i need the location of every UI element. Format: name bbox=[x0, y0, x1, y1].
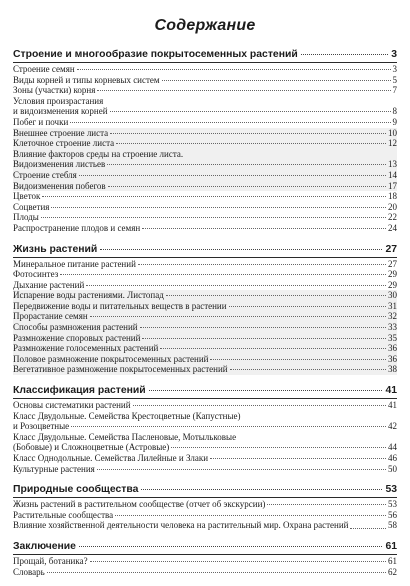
entry-page-number: 24 bbox=[388, 222, 397, 233]
entry-title: Соцветия bbox=[13, 201, 50, 212]
entry-title: (Бобовые) и Сложноцветные (Астровые) bbox=[13, 442, 170, 453]
toc-entry bbox=[13, 510, 397, 521]
leader-dots bbox=[149, 390, 383, 391]
entry-title: Минеральное питание растений bbox=[13, 258, 136, 269]
entry-title: Строение семян bbox=[13, 64, 75, 74]
section-divider bbox=[13, 257, 397, 258]
section-heading bbox=[13, 48, 397, 61]
section-title: Заключение bbox=[13, 540, 76, 552]
leader-dots bbox=[60, 274, 386, 275]
section-title: Классификация растений bbox=[13, 385, 146, 397]
leader-dots bbox=[77, 69, 391, 70]
entry-title: Распространение плодов и семян bbox=[13, 222, 141, 233]
toc-entry bbox=[13, 64, 397, 75]
entry-page-number: 36 bbox=[388, 353, 397, 364]
entry-title: Словарь bbox=[13, 566, 45, 577]
toc-entry bbox=[13, 170, 397, 181]
entry-title: Основы систематики растений bbox=[13, 400, 131, 411]
leader-dots bbox=[171, 447, 386, 448]
toc-entry bbox=[13, 364, 397, 375]
toc-entry bbox=[13, 322, 397, 333]
toc-entry bbox=[13, 343, 397, 354]
entry-page-number: 20 bbox=[388, 201, 397, 212]
toc-section bbox=[13, 48, 397, 234]
page-title: Содержание bbox=[154, 17, 256, 34]
entry-title-line: Условия произрастания bbox=[13, 95, 104, 106]
toc-section bbox=[13, 540, 397, 577]
toc-entry bbox=[13, 75, 397, 86]
toc-entry bbox=[13, 269, 397, 280]
toc-entry bbox=[13, 128, 397, 139]
entry-title: Испарение воды растениями. Листопад bbox=[13, 290, 164, 301]
entry-page-number: 41 bbox=[388, 400, 397, 411]
leader-dots bbox=[133, 405, 386, 406]
entry-page-number: 3 bbox=[392, 64, 397, 74]
leader-dots bbox=[107, 164, 386, 165]
entry-page-number: 42 bbox=[388, 421, 397, 432]
entry-page-number: 35 bbox=[388, 332, 397, 343]
leader-dots bbox=[166, 295, 386, 296]
section-title: Строение и многообразие покрытосеменных растений bbox=[13, 49, 298, 60]
entry-title: Вегетативное размножение покрытосеменных растений bbox=[13, 364, 228, 375]
entry-title: Размножение споровых растений bbox=[13, 332, 141, 343]
leader-dots bbox=[90, 561, 386, 562]
table-of-contents bbox=[13, 48, 397, 586]
entry-page-number: 56 bbox=[388, 509, 397, 520]
entry-title: Зоны (участки) корня bbox=[13, 85, 96, 96]
toc-entry bbox=[13, 411, 397, 432]
toc-entry bbox=[13, 138, 397, 149]
entry-page-number: 29 bbox=[388, 269, 397, 280]
entry-page-number: 14 bbox=[388, 169, 397, 180]
entry-title: Видоизменения листьев bbox=[13, 159, 106, 170]
entry-page-number: 12 bbox=[388, 138, 397, 149]
entry-page-number: 31 bbox=[388, 300, 397, 311]
leader-dots bbox=[42, 196, 386, 197]
leader-dots bbox=[230, 369, 386, 370]
entry-page-number: 32 bbox=[388, 311, 397, 322]
toc-entry bbox=[13, 354, 397, 365]
entry-page-number: 10 bbox=[388, 127, 397, 138]
entry-page-number: 50 bbox=[388, 463, 397, 474]
leader-dots bbox=[100, 249, 382, 250]
leader-dots bbox=[160, 348, 386, 349]
toc-entry bbox=[13, 333, 397, 344]
toc-entry bbox=[13, 464, 397, 475]
leader-dots bbox=[110, 133, 386, 134]
leader-dots bbox=[116, 143, 386, 144]
section-page-number: 41 bbox=[385, 385, 397, 397]
toc-entry bbox=[13, 290, 397, 301]
toc-entry bbox=[13, 191, 397, 202]
entry-page-number: 58 bbox=[388, 520, 397, 531]
entry-page-number: 53 bbox=[388, 499, 397, 510]
leader-dots bbox=[140, 327, 386, 328]
section-title: Природные сообщества bbox=[13, 484, 139, 496]
entry-page-number: 13 bbox=[388, 159, 397, 170]
entry-title: Видоизменения побегов bbox=[13, 180, 106, 191]
toc-entry bbox=[13, 212, 397, 223]
leader-dots bbox=[229, 306, 386, 307]
leader-dots bbox=[142, 228, 386, 229]
leader-dots bbox=[301, 54, 388, 55]
toc-entry bbox=[13, 202, 397, 213]
section-page-number: 3 bbox=[391, 49, 397, 60]
entry-title: Фотосинтез bbox=[13, 269, 59, 280]
entry-title: Строение стебля bbox=[13, 169, 77, 180]
toc-entry bbox=[13, 311, 397, 322]
entry-title: Клеточное строение листа bbox=[13, 138, 115, 149]
leader-dots bbox=[267, 504, 386, 505]
leader-dots bbox=[210, 458, 386, 459]
section-title: Жизнь растений bbox=[13, 243, 98, 255]
entry-page-number: 5 bbox=[392, 74, 397, 85]
entry-title: Цветок bbox=[13, 191, 41, 202]
entry-title: Виды корней и типы корневых систем bbox=[13, 74, 160, 85]
leader-dots bbox=[79, 175, 386, 176]
leader-dots bbox=[86, 285, 386, 286]
entry-title: Класс Однодольные. Семейства Лилейные и Злаки bbox=[13, 453, 209, 463]
entry-title: Прощай, ботаника? bbox=[13, 555, 88, 566]
toc-entry bbox=[13, 259, 397, 270]
leader-dots bbox=[141, 489, 382, 490]
entry-title: Способы размножения растений bbox=[13, 322, 138, 333]
toc-entry bbox=[13, 96, 397, 117]
section-heading bbox=[13, 540, 397, 553]
entry-title: Дыхание растений bbox=[13, 279, 85, 290]
entry-title: Влияние хозяйственной деятельности человека на растительный мир. Охрана растений bbox=[13, 520, 349, 531]
leader-dots bbox=[110, 111, 391, 112]
toc-entry bbox=[13, 181, 397, 192]
toc-section bbox=[13, 384, 397, 474]
section-divider bbox=[13, 62, 397, 63]
entry-page-number: 61 bbox=[388, 555, 397, 566]
entry-page-number: 7 bbox=[392, 85, 397, 96]
toc-entry bbox=[13, 556, 397, 567]
toc-entry bbox=[13, 280, 397, 291]
entry-page-number: 30 bbox=[388, 290, 397, 301]
entry-page-number: 33 bbox=[388, 322, 397, 333]
entry-title: Передвижение воды и питательных веществ в растении bbox=[13, 300, 227, 311]
toc-entry bbox=[13, 499, 397, 510]
toc-entry bbox=[13, 301, 397, 312]
entry-page-number: 17 bbox=[388, 180, 397, 191]
toc-entry bbox=[13, 453, 397, 464]
entry-page-number: 18 bbox=[388, 191, 397, 202]
toc-entry bbox=[13, 85, 397, 96]
leader-dots bbox=[71, 426, 386, 427]
entry-title: Размножение голосеменных растений bbox=[13, 343, 159, 354]
toc-section bbox=[13, 483, 397, 531]
entry-title: Растительные сообщества bbox=[13, 509, 114, 520]
toc-entry bbox=[13, 149, 397, 170]
leader-dots bbox=[41, 217, 386, 218]
leader-dots bbox=[142, 338, 386, 339]
entry-page-number: 36 bbox=[388, 343, 397, 354]
leader-dots bbox=[350, 528, 386, 529]
entry-title-line: Класс Двудольные. Семейства Пасленовые, Мотыльковые bbox=[13, 431, 237, 442]
entry-title: Внешнее строение листа bbox=[13, 127, 109, 138]
entry-page-number: 46 bbox=[388, 453, 397, 463]
leader-dots bbox=[79, 546, 382, 547]
toc-entry bbox=[13, 117, 397, 128]
entry-title: Плоды bbox=[13, 212, 39, 223]
leader-dots bbox=[108, 186, 386, 187]
entry-page-number: 9 bbox=[392, 116, 397, 127]
leader-dots bbox=[138, 264, 386, 265]
section-page-number: 61 bbox=[385, 540, 397, 552]
leader-dots bbox=[70, 122, 390, 123]
entry-page-number: 27 bbox=[388, 258, 397, 269]
section-heading bbox=[13, 243, 397, 256]
entry-page-number: 44 bbox=[388, 442, 397, 453]
entry-title: и видоизменения корней bbox=[13, 106, 108, 117]
leader-dots bbox=[162, 80, 391, 81]
leader-dots bbox=[97, 469, 386, 470]
entry-title: и Розоцветные bbox=[13, 421, 70, 432]
section-divider bbox=[13, 497, 397, 498]
entry-title: Прорастание семян bbox=[13, 311, 88, 322]
entry-page-number: 38 bbox=[388, 364, 397, 375]
leader-dots bbox=[47, 572, 386, 573]
toc-entry bbox=[13, 567, 397, 578]
leader-dots bbox=[115, 515, 386, 516]
entry-title-line: Влияние факторов среды на строение листа. bbox=[13, 148, 184, 159]
section-page-number: 53 bbox=[385, 484, 397, 496]
toc-section bbox=[13, 243, 397, 376]
toc-entry bbox=[13, 520, 397, 531]
leader-dots bbox=[97, 90, 390, 91]
leader-dots bbox=[51, 207, 386, 208]
section-divider bbox=[13, 554, 397, 555]
toc-entry bbox=[13, 432, 397, 453]
toc-entry bbox=[13, 400, 397, 411]
toc-entry bbox=[13, 223, 397, 234]
entry-title: Жизнь растений в растительном сообществе (отчет об экскурсии) bbox=[13, 499, 266, 510]
entry-page-number: 8 bbox=[392, 106, 397, 117]
section-heading bbox=[13, 384, 397, 397]
entry-page-number: 22 bbox=[388, 212, 397, 223]
entry-title-line: Класс Двудольные. Семейства Крестоцветные (Капустные) bbox=[13, 410, 241, 421]
entry-title: Культурные растения bbox=[13, 463, 95, 474]
entry-page-number: 29 bbox=[388, 279, 397, 290]
section-divider bbox=[13, 398, 397, 399]
entry-title: Побег и почки bbox=[13, 116, 69, 127]
section-heading bbox=[13, 483, 397, 496]
section-page-number: 27 bbox=[385, 243, 397, 255]
leader-dots bbox=[210, 359, 386, 360]
leader-dots bbox=[90, 316, 386, 317]
entry-title: Половое размножение покрытосеменных растений bbox=[13, 353, 209, 364]
entry-page-number: 62 bbox=[388, 566, 397, 577]
